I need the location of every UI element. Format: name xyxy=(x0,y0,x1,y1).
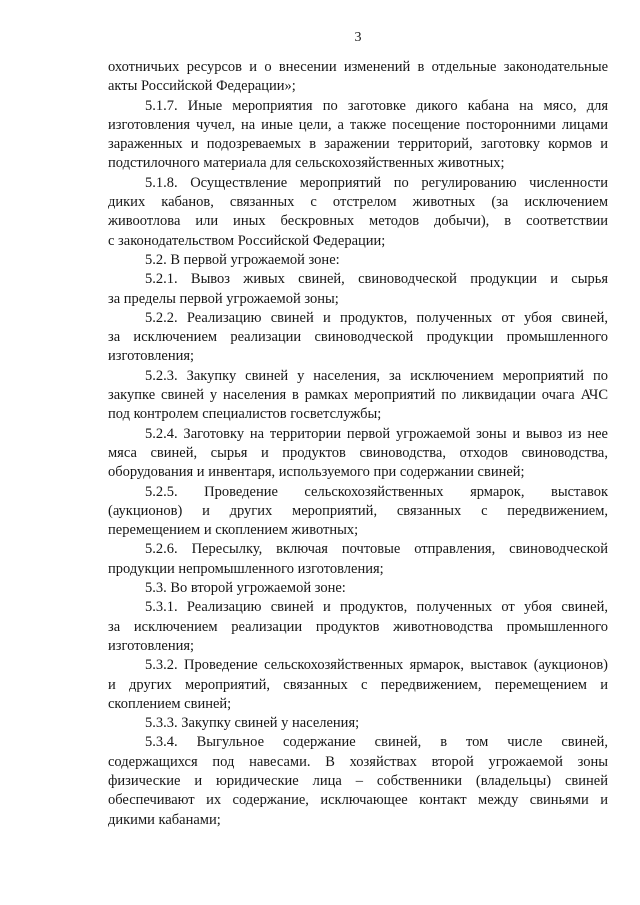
paragraph-line: и других мероприятий, связанных с передвижением, перемещением и xyxy=(108,676,608,693)
paragraph-continuation xyxy=(108,58,608,97)
paragraph-line: 5.2. В первой угрожаемой зоне: xyxy=(145,251,340,268)
paragraph-line: продукции непромышленного изготовления; xyxy=(108,560,384,577)
paragraph-line: 5.3.1. Реализацию свиней и продуктов, полученных от убоя свиней, xyxy=(145,599,608,616)
clause-5-2-2 xyxy=(108,309,608,367)
clause-5-1-8 xyxy=(108,174,608,251)
paragraph-line: оборудования и инвентаря, используемого при содержании свиней; xyxy=(108,464,525,481)
paragraph-line: 5.2.6. Пересылку, включая почтовые отправления, свиноводческой xyxy=(145,541,608,558)
section-heading-5-3 xyxy=(108,579,608,598)
paragraph-line: (аукционов) и других мероприятий, связанных с передвижением, xyxy=(108,502,608,519)
clause-5-3-2 xyxy=(108,656,608,714)
paragraph-line: 5.3.4. Выгульное содержание свиней, в том числе свиней, xyxy=(145,734,608,751)
paragraph-line: содержащихся под навесами. В хозяйствах второй угрожаемой зоны xyxy=(108,753,608,770)
paragraph-line: изготовления чучел, на иные цели, а также посещение посторонними лицами xyxy=(108,116,608,133)
paragraph-line: охотничьих ресурсов и о внесении изменений в отдельные законодательные xyxy=(108,59,608,75)
paragraph-line: за исключением реализации свиноводческой продукции промышленного xyxy=(108,329,608,346)
clause-5-3-4 xyxy=(108,733,608,829)
paragraph-line: перемещением и скоплением животных; xyxy=(108,522,359,539)
paragraph-line: 5.2.3. Закупку свиней у населения, за исключением мероприятий по xyxy=(145,367,608,384)
paragraph-line: диких кабанов, связанных с отстрелом животных (за исключением xyxy=(108,194,608,211)
section-heading-5-2 xyxy=(108,251,608,270)
clause-5-2-4 xyxy=(108,425,608,483)
paragraph-line: физические и юридические лица – собственники (владельцы) свиней xyxy=(108,772,608,789)
paragraph-line: дикими кабанами; xyxy=(108,811,221,828)
clause-5-2-6 xyxy=(108,540,608,579)
paragraph-line: 5.2.5. Проведение сельскохозяйственных ярмарок, выставок xyxy=(145,483,608,500)
clause-5-2-5 xyxy=(108,483,608,541)
paragraph-line: 5.1.8. Осуществление мероприятий по регулированию численности xyxy=(145,174,608,191)
clause-5-2-3 xyxy=(108,367,608,425)
clause-5-1-7 xyxy=(108,97,608,174)
paragraph-line: 5.3.2. Проведение сельскохозяйственных ярмарок, выставок (аукционов) xyxy=(145,657,608,674)
paragraph-line: за исключением реализации продуктов животноводства промышленного xyxy=(108,618,608,635)
paragraph-line: за пределы первой угрожаемой зоны; xyxy=(108,290,339,307)
paragraph-line: с законодательством Российской Федерации; xyxy=(108,232,386,249)
paragraph-line: акты Российской Федерации»; xyxy=(108,78,296,95)
paragraph-line: обеспечивают их содержание, исключающее контакт между свиньями и xyxy=(108,792,608,809)
paragraph-line: 5.2.2. Реализацию свиней и продуктов, полученных от убоя свиней, xyxy=(145,309,608,326)
paragraph-line: скоплением свиней; xyxy=(108,695,232,712)
page-number: 3 xyxy=(354,30,362,45)
paragraph-line: 5.2.4. Заготовку на территории первой угрожаемой зоны и вывоз из нее xyxy=(145,425,608,442)
document-body xyxy=(108,58,608,830)
paragraph-line: подстилочного материала для сельскохозяйственных животных; xyxy=(108,155,505,172)
paragraph-line: 5.2.1. Вывоз живых свиней, свиноводческой продукции и сырья xyxy=(145,271,608,288)
paragraph-line: зараженных и подозреваемых в заражении территорий, заготовку кормов и xyxy=(108,136,608,153)
paragraph-line: под контролем специалистов госветслужбы; xyxy=(108,406,382,423)
clause-5-3-3 xyxy=(108,714,608,733)
paragraph-line: мяса свиней, сырья и продуктов свиноводства, отходов свиноводства, xyxy=(108,444,608,461)
paragraph-line: изготовления; xyxy=(108,348,195,365)
clause-5-2-1 xyxy=(108,270,608,309)
paragraph-line: 5.1.7. Иные мероприятия по заготовке дикого кабана на мясо, для xyxy=(145,97,608,114)
paragraph-line: 5.3. Во второй угрожаемой зоне: xyxy=(145,580,346,597)
paragraph-line: изготовления; xyxy=(108,637,195,654)
paragraph-line: 5.3.3. Закупку свиней у населения; xyxy=(145,715,360,732)
clause-5-3-1 xyxy=(108,598,608,656)
paragraph-line: закупке свиней у населения в рамках мероприятий по ликвидации очага АЧС xyxy=(108,387,608,404)
paragraph-line: живоотлова или иных бескровных методов добычи), в соответствии xyxy=(108,213,608,230)
